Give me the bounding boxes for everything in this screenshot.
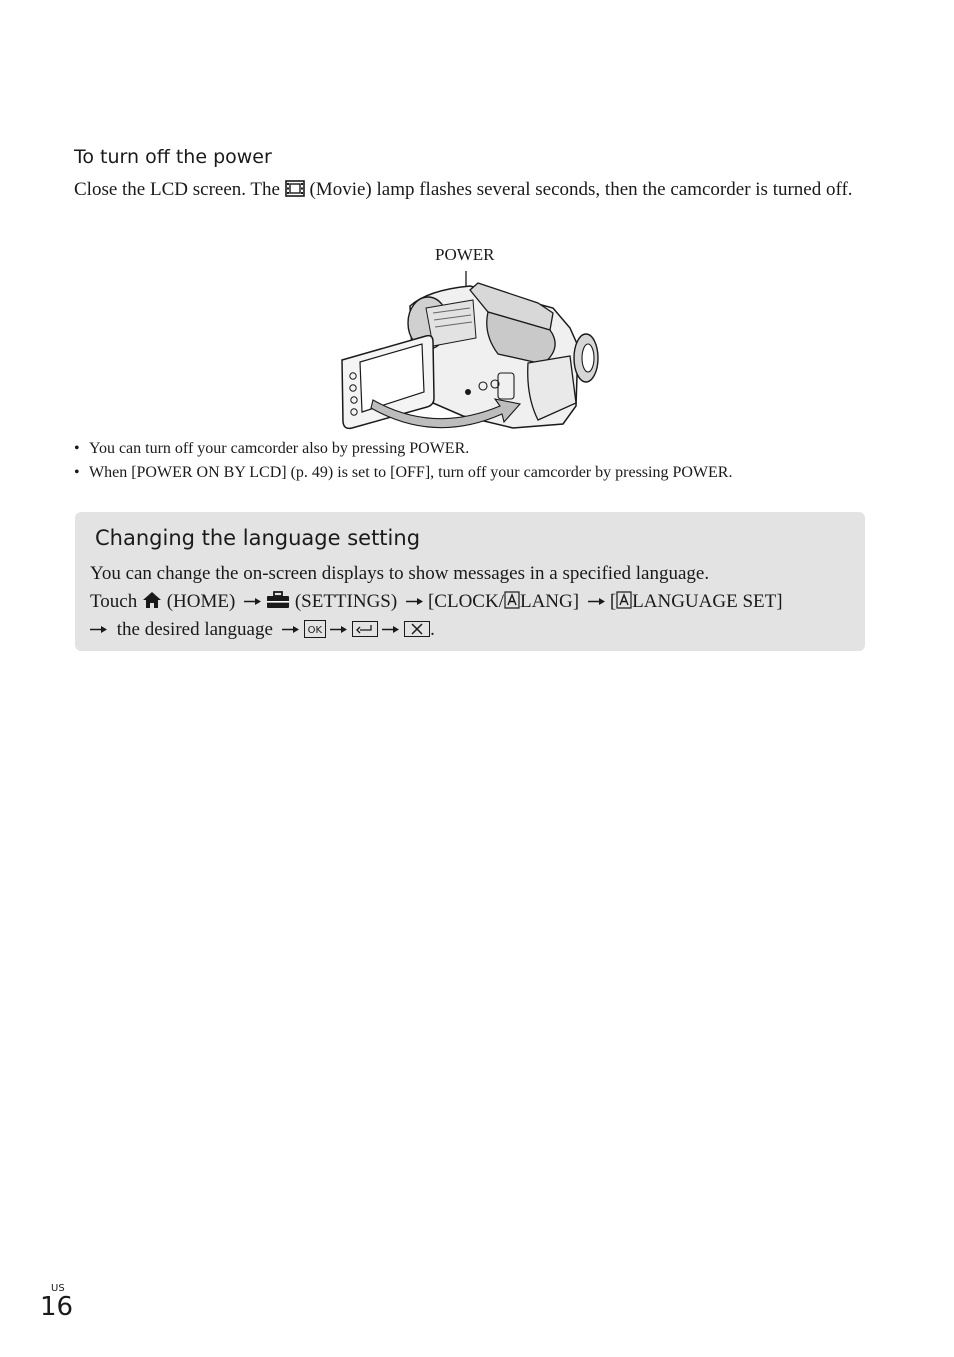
touch-text: Touch [90, 591, 142, 612]
bracket-open: [ [609, 591, 617, 612]
clock-text: [CLOCK/ [427, 591, 504, 612]
intro-text-start: Close the LCD screen. The [74, 179, 285, 200]
arrow-right-icon [330, 625, 348, 634]
language-a-icon [504, 591, 520, 609]
language-instructions [90, 560, 850, 644]
instruction-line: You can change the on-screen displays to show messages in a specified language. [90, 563, 710, 584]
settings-text: (SETTINGS) [290, 591, 402, 612]
arrow-right-icon [90, 625, 108, 634]
desired-language-text: the desired language [112, 619, 278, 640]
period: . [430, 619, 435, 640]
home-icon [142, 591, 162, 609]
language-set-text: LANGUAGE SET] [632, 591, 783, 612]
page-number: 16 [40, 1292, 74, 1322]
movie-lamp-icon [285, 180, 305, 197]
language-setting-box [75, 512, 865, 651]
home-text: (HOME) [161, 591, 241, 612]
language-box-heading: Changing the language setting [95, 526, 421, 550]
camcorder-illustration [338, 268, 608, 433]
arrow-right-icon [244, 597, 262, 606]
lang-text: LANG] [519, 591, 584, 612]
list-item: • You can turn off your camcorder also by pressing POWER. [74, 437, 874, 461]
power-button-label: POWER [435, 245, 495, 264]
ok-label: OK [307, 625, 323, 636]
intro-text-end: (Movie) lamp flashes several seconds, then the camcorder is turned off. [304, 179, 853, 200]
power-notes-list [74, 437, 874, 485]
arrow-right-icon [282, 625, 300, 634]
arrow-right-icon [382, 625, 400, 634]
arrow-right-icon [588, 597, 606, 606]
list-item: • When [POWER ON BY LCD] (p. 49) is set to [OFF], turn off your camcorder by pressing POWER. [74, 461, 874, 485]
section-heading: To turn off the power [74, 146, 272, 168]
page-locale: US [51, 1283, 65, 1294]
settings-toolbox-icon [266, 591, 290, 609]
intro-paragraph [74, 176, 854, 204]
arrow-right-icon [406, 597, 424, 606]
language-a-icon [616, 591, 632, 609]
ok-button-glyph [304, 620, 326, 638]
close-icon [404, 621, 430, 637]
return-icon [352, 621, 378, 637]
